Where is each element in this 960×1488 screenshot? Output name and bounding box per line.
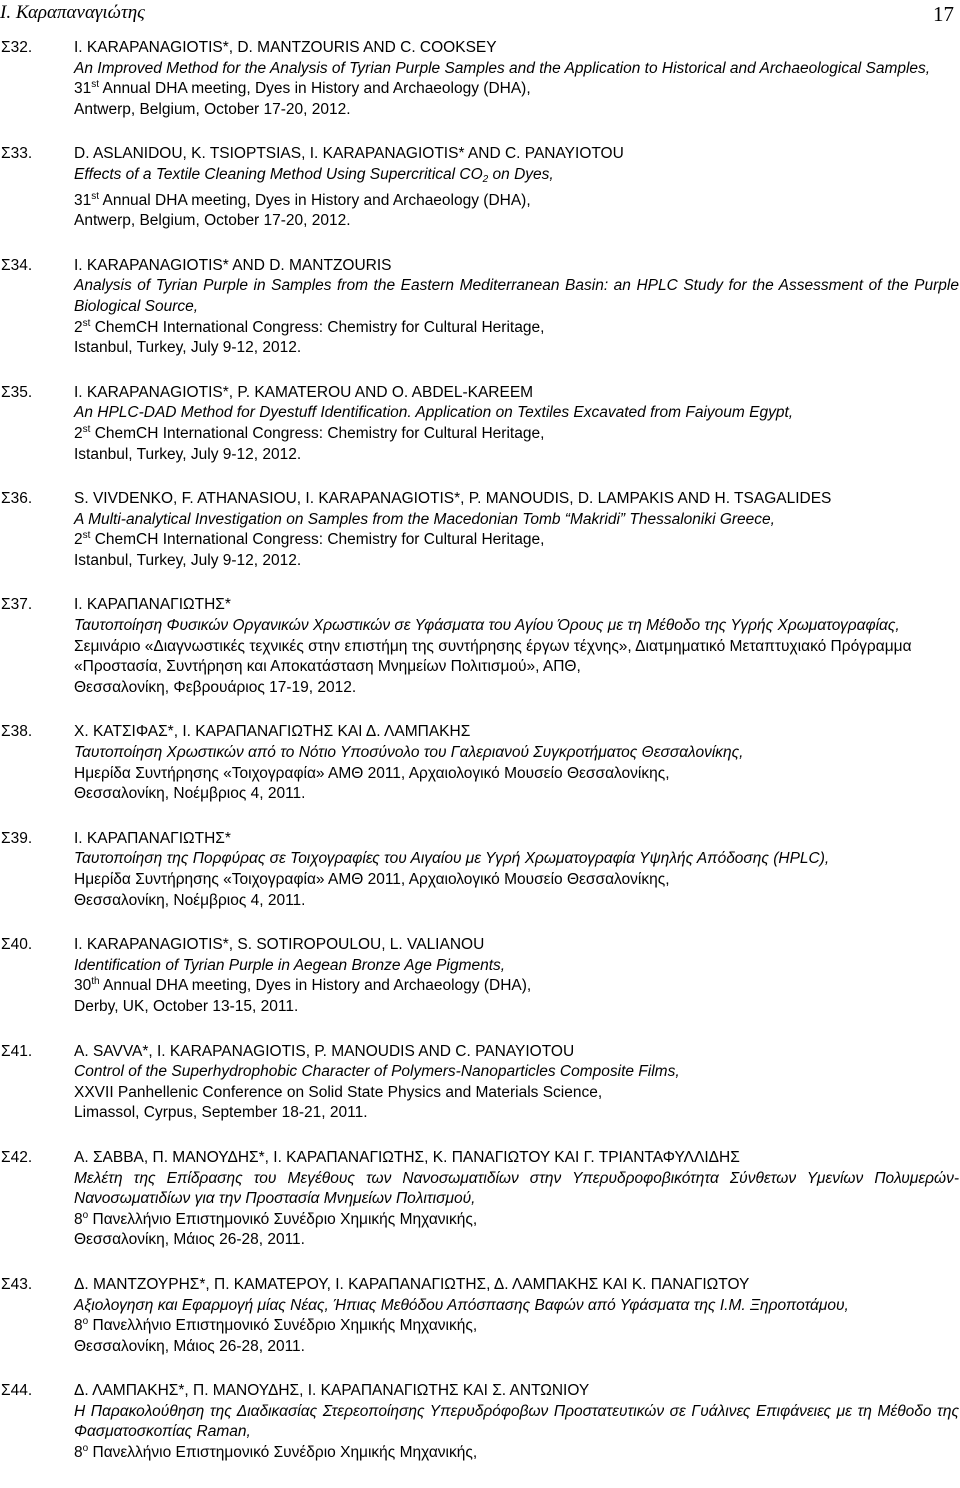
page-number: 17 [933, 2, 954, 26]
title-subscript: 2 [482, 173, 489, 185]
venue-ordinal: 31 [74, 80, 92, 98]
venue-ordinal-suffix: st [82, 530, 91, 542]
entry-place-date: Θεσσαλονίκη, Μάιος 26-28, 2011. [74, 1337, 305, 1355]
list-item [0, 1275, 960, 1357]
entry-place-date: Θεσσαλονίκη, Νοέμβριος 4, 2011. [74, 785, 306, 803]
entry-place-date: Antwerp, Belgium, October 17-20, 2012. [74, 100, 351, 118]
venue-ordinal: 8 [74, 1210, 83, 1228]
entry-body [74, 383, 959, 465]
entry-body [74, 489, 959, 571]
venue-ordinal: 2 [74, 424, 83, 442]
entry-venue [74, 191, 959, 212]
list-item [0, 1148, 960, 1251]
entry-authors: I. KARAPANAGIOTIS*, D. MANTZOURIS AND C. COOKSEY [74, 39, 497, 56]
entry-title: Ταυτοποίηση Φυσικών Οργανικών Χρωστικών σε Υφάσματα του Αγίου Όρους με τη Μέθοδο της Υγρής Χρωματογραφίας, [74, 617, 900, 635]
entry-number: Σ40. [1, 936, 33, 954]
venue-name: Πανελλήνιο Επιστημονικό Συνέδριο Χημικής Μηχανικής, [88, 1444, 478, 1462]
entry-body [74, 595, 959, 698]
venue-ordinal-suffix: st [91, 79, 100, 91]
entry-title: Ταυτοποίηση Χρωστικών από το Νότιο Υποσύνολο του Γαλεριανού Συγκροτήματος Θεσσαλονίκης, [74, 744, 744, 762]
entry-venue [74, 976, 959, 997]
entry-body [74, 256, 959, 359]
entry-title: An HPLC-DAD Method for Dyestuff Identification. Application on Textiles Excavated from Faiyoum Egypt, [74, 404, 794, 422]
entry-authors: Ι. ΚΑΡΑΠΑΝΑΓΙΩΤΗΣ* [74, 596, 231, 614]
list-item [0, 1381, 960, 1463]
entry-venue: Σεμινάριο «Διαγνωστικές τεχνικές στην επιστήμη της συντήρησης έργων τέχνης», Διατμηματικό Μεταπτυχιακό Πρόγραμμα «Προστασία, Συντήρηση και Αποκατάσταση Μνημείων Πολιτισμού», ΑΠΘ, [74, 637, 912, 676]
venue-name: ChemCH International Congress: Chemistry for Cultural Heritage, [90, 424, 545, 442]
list-item [0, 256, 960, 359]
entry-title: Αξιολογηση και Εφαρμογή μίας Νέας, Ήπιας Μεθόδου Απόσπασης Βαφών από Υφάσματα της Ι.Μ. Ξηροποτάμου, [74, 1296, 849, 1314]
entry-body [74, 38, 959, 120]
entry-authors: I. KARAPANAGIOTIS* AND D. MANTZOURIS [74, 256, 392, 274]
entry-title: Η Παρακολούθηση της Διαδικασίας Στερεοποίησης Υπερυδρόφοβων Προστατευτικών σε Γυάλινες Επιφάνειες με τη Μέθοδο της Φασματοσκοπίας Raman, [74, 1402, 959, 1441]
list-item [0, 489, 960, 571]
venue-ordinal: 2 [74, 531, 83, 549]
entry-body [74, 1381, 959, 1463]
entry-title: Ταυτοποίηση της Πορφύρας σε Τοιχογραφίες του Αιγαίου με Υγρή Χρωματογραφία Υψηλής Απόδοσης (HPLC), [74, 850, 830, 868]
list-item [0, 1042, 960, 1124]
entry-number: Σ32. [1, 39, 33, 56]
title-part: on Dyes, [488, 165, 554, 183]
page-header [0, 0, 960, 30]
entry-title: A Multi-analytical Investigation on Samples from the Macedonian Tomb “Makridi” Thessaloniki Greece, [74, 510, 775, 528]
list-item [0, 829, 960, 911]
venue-name: Πανελλήνιο Επιστημονικό Συνέδριο Χημικής Μηχανικής, [88, 1317, 478, 1335]
entry-authors: S. VIVDENKO, F. ATHANASIOU, I. KARAPANAGIOTIS*, P. MANOUDIS, D. LAMPAKIS AND H. TSAGALIDES [74, 490, 832, 508]
publication-list [0, 38, 960, 1488]
entry-number: Σ38. [1, 723, 33, 741]
entry-place-date: Derby, UK, October 13-15, 2011. [74, 997, 299, 1015]
entry-venue [74, 424, 959, 445]
entry-number: Σ42. [1, 1148, 33, 1166]
venue-name: Πανελλήνιο Επιστημονικό Συνέδριο Χημικής Μηχανικής, [88, 1210, 478, 1228]
venue-ordinal: 8 [74, 1444, 83, 1462]
entry-place-date: Istanbul, Turkey, July 9-12, 2012. [74, 445, 302, 463]
entry-authors: Δ. ΛΑΜΠΑΚΗΣ*, Π. ΜΑΝΟΥΔΗΣ, Ι. ΚΑΡΑΠΑΝΑΓΙΩΤΗΣ ΚΑΙ Σ. ΑΝΤΩΝΙΟΥ [74, 1382, 590, 1400]
venue-name: Annual DHA meeting, Dyes in History and Archaeology (DHA), [99, 80, 531, 98]
entry-title: Control of the Superhydrophobic Character of Polymers-Nanoparticles Composite Films, [74, 1063, 680, 1081]
entry-venue [74, 318, 959, 339]
entry-place-date: Istanbul, Turkey, July 9-12, 2012. [74, 339, 302, 357]
list-item [0, 935, 960, 1017]
list-item [0, 38, 960, 120]
entry-number: Σ34. [1, 256, 33, 274]
entry-title [74, 165, 959, 191]
entry-authors: Χ. ΚΑΤΣΙΦΑΣ*, Ι. ΚΑΡΑΠΑΝΑΓΙΩΤΗΣ ΚΑΙ Δ. ΛΑΜΠΑΚΗΣ [74, 723, 471, 741]
venue-ordinal-suffix: st [82, 423, 91, 435]
entry-venue [74, 1443, 959, 1464]
venue-name: Annual DHA meeting, Dyes in History and Archaeology (DHA), [99, 977, 532, 995]
entry-place-date: Θεσσαλονίκη, Φεβρουάριος 17-19, 2012. [74, 678, 357, 696]
venue-ordinal-suffix: st [91, 190, 100, 202]
venue-name: ChemCH International Congress: Chemistry for Cultural Heritage, [90, 531, 545, 549]
entry-number: Σ37. [1, 596, 33, 614]
entry-venue: Ημερίδα Συντήρησης «Τοιχογραφία» ΑΜΘ 2011, Αρχαιολογικό Μουσείο Θεσσαλονίκης, [74, 871, 670, 888]
entry-authors: A. SAVVA*, I. KARAPANAGIOTIS, P. MANOUDIS AND C. PANAYIOTOU [74, 1042, 575, 1060]
entry-body [74, 1148, 959, 1251]
entry-venue: XXVII Panhellenic Conference on Solid State Physics and Materials Science, [74, 1083, 603, 1101]
entry-number: Σ39. [1, 829, 33, 847]
entry-venue [74, 1210, 959, 1231]
entry-place-date: Θεσσαλονίκη, Μάιος 26-28, 2011. [74, 1231, 305, 1249]
venue-ordinal-suffix: st [82, 317, 91, 329]
venue-ordinal: 2 [74, 318, 83, 336]
entry-place-date: Limassol, Cyrpus, September 18-21, 2011. [74, 1104, 368, 1122]
entry-authors: I. KARAPANAGIOTIS*, S. SOTIROPOULOU, L. VALIANOU [74, 936, 485, 954]
list-item [0, 722, 960, 804]
entry-venue [74, 1316, 959, 1337]
entry-place-date: Istanbul, Turkey, July 9-12, 2012. [74, 551, 302, 569]
entry-venue: Ημερίδα Συντήρησης «Τοιχογραφία» ΑΜΘ 2011, Αρχαιολογικό Μουσείο Θεσσαλονίκης, [74, 764, 670, 782]
entry-authors: Δ. ΜΑΝΤΖΟΥΡΗΣ*, Π. ΚΑΜΑΤΕΡΟΥ, Ι. ΚΑΡΑΠΑΝΑΓΙΩΤΗΣ, Δ. ΛΑΜΠΑΚΗΣ ΚΑΙ Κ. ΠΑΝΑΓΙΩΤΟΥ [74, 1275, 750, 1293]
venue-name: ChemCH International Congress: Chemistry for Cultural Heritage, [90, 318, 545, 336]
venue-name: Annual DHA meeting, Dyes in History and Archaeology (DHA), [99, 191, 531, 209]
entry-authors: D. ASLANIDOU, K. TSIOPTSIAS, I. KARAPANAGIOTIS* AND C. PANAYIOTOU [74, 145, 624, 163]
venue-ordinal-suffix: ο [82, 1209, 89, 1221]
venue-ordinal: 30 [74, 977, 92, 995]
entry-number: Σ35. [1, 383, 33, 401]
entry-authors: Α. ΣΑΒΒΑ, Π. ΜΑΝΟΥΔΗΣ*, Ι. ΚΑΡΑΠΑΝΑΓΙΩΤΗΣ, Κ. ΠΑΝΑΓΙΩΤΟΥ ΚΑΙ Γ. ΤΡΙΑΝΤΑΦΥΛΛΙΔΗΣ [74, 1148, 740, 1166]
entry-body [74, 829, 959, 911]
entry-place-date: Antwerp, Belgium, October 17-20, 2012. [74, 212, 351, 230]
entry-title: Analysis of Tyrian Purple in Samples from the Eastern Mediterranean Basin: an HPLC Study for the Assessment of the Purple Biological Source, [74, 277, 959, 315]
entry-number: Σ33. [1, 145, 33, 163]
entry-body [74, 144, 959, 231]
entry-body [74, 722, 959, 804]
entry-number: Σ43. [1, 1275, 33, 1293]
venue-ordinal-suffix: ο [82, 1316, 89, 1328]
title-part: Effects of a Textile Cleaning Method Using Supercritical CO [74, 165, 483, 183]
entry-title: Identification of Tyrian Purple in Aegean Bronze Age Pigments, [74, 956, 506, 974]
running-head-author: Ι. Καραπαναγιώτης [0, 2, 145, 23]
venue-ordinal: 8 [74, 1317, 83, 1335]
entry-body [74, 1275, 959, 1357]
entry-title: Μελέτη της Επίδρασης του Μεγέθους των Νανοσωματιδίων στην Υπερυδροφοβικότητα Σύνθετων Υμενίων Πολυμερών-Νανοσωματιδίων για την Προστασία Μνημείων Πολιτισμού, [74, 1169, 959, 1208]
entry-authors: Ι. ΚΑΡΑΠΑΝΑΓΙΩΤΗΣ* [74, 829, 231, 847]
venue-ordinal: 31 [74, 191, 92, 209]
entry-body [74, 935, 959, 1017]
list-item [0, 144, 960, 231]
entry-number: Σ44. [1, 1382, 33, 1400]
entry-title: An Improved Method for the Analysis of Tyrian Purple Samples and the Application to Historical and Archaeological Samples, [74, 59, 931, 77]
entry-authors: I. KARAPANAGIOTIS*, P. KAMATEROU AND O. ABDEL-KAREEM [74, 383, 534, 401]
venue-ordinal-suffix: th [91, 976, 100, 988]
entry-place-date: Θεσσαλονίκη, Νοέμβριος 4, 2011. [74, 891, 306, 909]
entry-venue [74, 530, 959, 551]
entry-venue [74, 79, 959, 100]
entry-body [74, 1042, 959, 1124]
list-item [0, 383, 960, 465]
entry-number: Σ41. [1, 1042, 33, 1060]
list-item [0, 595, 960, 698]
venue-ordinal-suffix: ο [82, 1443, 89, 1455]
entry-number: Σ36. [1, 490, 33, 508]
